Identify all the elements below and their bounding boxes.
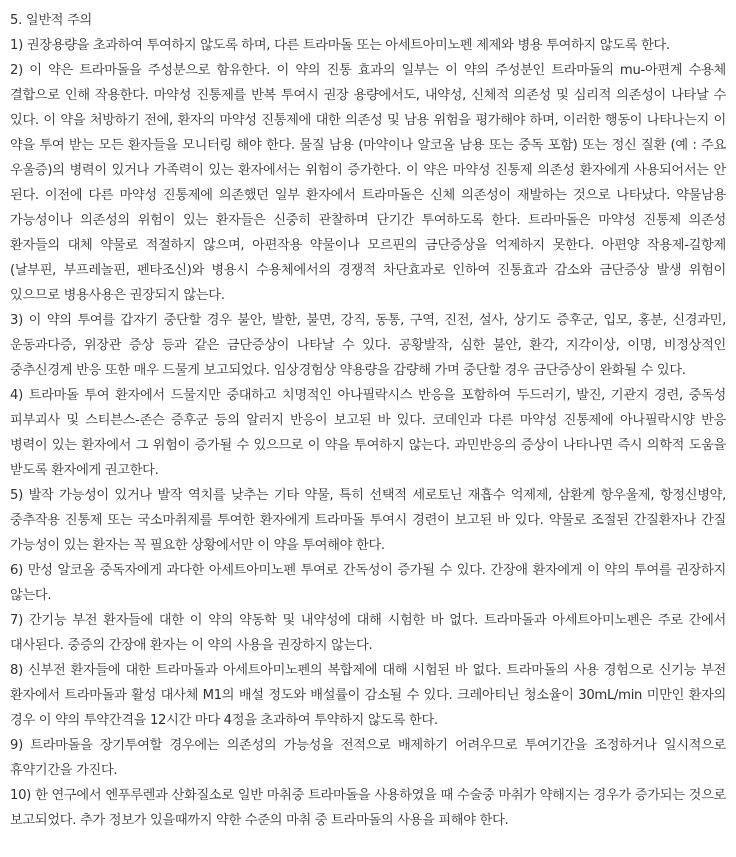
precaution-item-9: 9) 트라마돌을 장기투여할 경우에는 의존성의 가능성을 전적으로 배제하기 어려우므로 투여기간을 조정하거나 일시적으로 휴약기간을 가진다. xyxy=(10,738,726,778)
precaution-item-10: 10) 한 연구에서 엔푸루렌과 산화질소로 일반 마취중 트라마돌을 사용하였을 때 수술중 마취가 약해지는 경우가 증가되는 것으로 보고되었다. 추가 정보가 있을때까지 약한 수준의 마취 중 트라마돌의 사용을 피해야 한다. xyxy=(10,788,726,828)
precaution-item-8: 8) 신부전 환자들에 대한 트라마돌과 아세트아미노펜의 복합제에 대해 시험된 바 없다. 트라마돌의 사용 경험으로 신기능 부전 환자에서 트라마돌과 활성 대사체 M1의 배설 정도와 배설률이 감소될 수 있다. 크레아티닌 청소율이 30mL/min 미만인 환자의 경우 이 약의 투약간격을 12시간 마다 4정을 초과하여 투약하지 않도록 한다. xyxy=(10,663,726,728)
section-title: 5. 일반적 주의 xyxy=(10,13,92,28)
precaution-item-4: 4) 트라마돌 투여 환자에서 드물지만 중대하고 치명적인 아나필락시스 반응을 포함하여 두드러기, 발진, 기관지 경련, 중독성 피부괴사 및 스티븐스-존슨 증후군 등의 알러지 반응이 보고된 바 있다. 코데인과 다른 마약성 진통제에 아나필락시양 반응 병력이 있는 환자에서 그 위험이 증가될 수 있으므로 이 약을 투여하지 않는다. 과민반응의 증상이 나타나면 즉시 의학적 도움을 받도록 환자에게 권고한다. xyxy=(10,388,726,478)
precaution-item-6: 6) 만성 알코올 중독자에게 과다한 아세트아미노펜 투여로 간독성이 증가될 수 있다. 간장애 환자에게 이 약의 투여를 권장하지 않는다. xyxy=(10,563,726,603)
precaution-item-1: 1) 권장용량을 초과하여 투여하지 않도록 하며, 다른 트라마돌 또는 아세트아미노펜 제제와 병용 투여하지 않도록 한다. xyxy=(10,38,670,53)
precaution-item-7: 7) 간기능 부전 환자들에 대한 이 약의 약동학 및 내약성에 대해 시험한 바 없다. 트라마돌과 아세트아미노펜은 주로 간에서 대사된다. 중증의 간장애 환자는 이 약의 사용을 권장하지 않는다. xyxy=(10,613,726,653)
precaution-item-3: 3) 이 약의 투여를 갑자기 중단할 경우 불안, 발한, 불면, 강직, 동통, 구역, 진전, 설사, 상기도 증후군, 입모, 홍분, 신경과민, 운동과다증, 위장관 증상 등과 같은 금단증상이 나타날 수 있다. 공황발작, 심한 불안, 환각, 지각이상, 이명, 비정상적인 중추신경계 반응 또한 매우 드물게 보고되었다. 임상경험상 약용량을 감량해 가며 중단할 경우 금단증상이 완화될 수 있다. xyxy=(10,313,726,378)
precaution-item-5: 5) 발작 가능성이 있거나 발작 역치를 낮추는 기타 약물, 특히 선택적 세로토닌 재흡수 억제제, 삼환계 항우울제, 항정신병약, 중추작용 진통제 또는 국소마취제를 투여한 환자에게 트라마돌 투여시 경련이 보고된 바 있다. 약물로 조절된 간질환자나 간질 가능성이 있는 환자는 꼭 필요한 상황에서만 이 약을 투여해야 한다. xyxy=(10,488,726,553)
precaution-item-2: 2) 이 약은 트라마돌을 주성분으로 함유한다. 이 약의 진통 효과의 일부는 이 약의 주성분인 트라마돌의 mu-아편계 수용체 결합으로 인해 작용한다. 마약성 진통제를 반복 투여시 권장 용량에서도, 내약성, 신체적 의존성 및 심리적 의존성이 나타날 수 있다. 이 약을 처방하기 전에, 환자의 마약성 진통제에 대한 의존성 및 남용 위험을 평가해야 하며, 이러한 행동이 나타나는지 이 약을 투여 받는 모든 환자들을 모니터링 해야 한다. 물질 남용 (마약이나 알코올 남용 또는 중독 포함) 또는 정신 질환 (예 : 주요 우울증)의 병력이 있거나 가족력이 있는 환자에서는 위험이 증가한다. 이 약은 마약성 진통제 의존성 환자에게 사용되어서는 안 된다. 이전에 다른 마약성 진통제에 의존했던 일부 환자에서 트라마돌은 신체 의존성이 재발하는 것으로 나타났다. 약물남용 가능성이나 의존성의 위험이 있는 환자들은 신중히 관찰하며 단기간 투여하도록 한다. 트라마돌은 마약성 진통제 의존성 환자들의 대체 약물로 적절하지 않으며, 아편작용 약물이나 모르핀의 금단증상을 억제하지 못한다. 아편양 작용제-길항제 (날부핀, 부프레놀핀, 펜타조신)와 병용시 수용체에서의 경쟁적 차단효과로 인하여 진통효과 감소와 금단증상 발생 위험이 있으므로 병용사용은 권장되지 않는다. xyxy=(10,63,726,303)
